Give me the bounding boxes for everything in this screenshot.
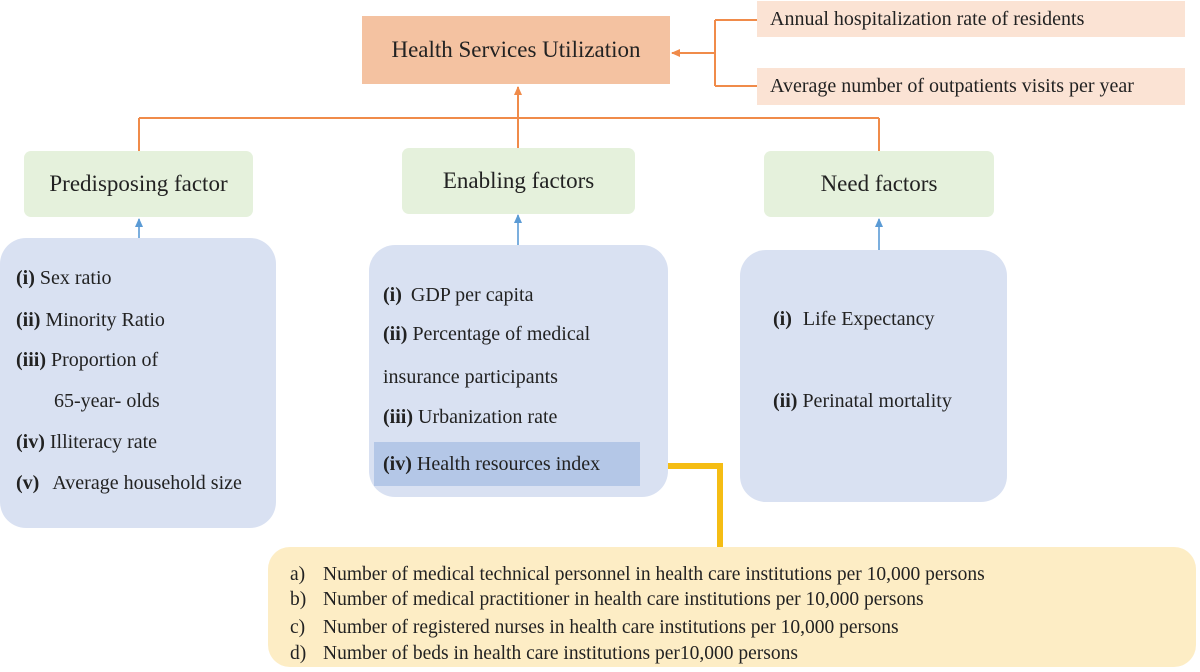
outcome-indicator-label: Average number of outpatients visits per year [770,75,1134,97]
enabling-items-panel [369,245,668,497]
need-items-panel [740,250,1007,502]
factor-box-enabling [402,148,635,214]
component-item: b) Number of medical practitioner in health care institutions per 10,000 persons [290,589,924,610]
list-item: (i) GDP per capita [383,284,534,306]
component-item: a) Number of medical technical personnel in health care institutions per 10,000 persons [290,564,985,585]
outcome-indicator-outpatient [757,68,1185,105]
list-item: (i) Sex ratio [16,267,112,289]
list-item: (iii) Proportion of [16,349,159,371]
factor-title: Need factors [820,171,938,196]
outcome-indicator-hospitalization [757,1,1185,37]
component-item: c) Number of registered nurses in health care institutions per 10,000 persons [290,617,899,638]
outcome-indicator-label: Annual hospitalization rate of residents [770,7,1085,30]
factor-title: Enabling factors [442,168,595,193]
component-item: d) Number of beds in health care institutions per10,000 persons [290,643,798,664]
factor-box-need [764,151,994,217]
factor-title: Predisposing factor [49,171,228,196]
list-item: (iii) Urbanization rate [383,406,558,428]
predisposing-items-panel [0,238,276,528]
list-item: (ii) Perinatal mortality [773,390,952,412]
list-item-continuation: insurance participants [383,366,558,388]
list-item: (ii) Percentage of medical [383,323,591,345]
list-item-continuation: 65-year- olds [54,390,160,412]
health-resources-index-item: (iv) Health resources index [374,442,640,486]
outcome-title: Health Services Utilization [391,37,641,62]
outcome-bracket [672,20,757,86]
health-resources-components-panel [268,547,1196,667]
factor-box-predisposing [24,151,253,217]
list-item: (iv) Illiteracy rate [16,431,158,453]
health-services-utilization-box [362,16,670,84]
list-item: (v) Average household size [16,472,242,494]
list-item: (ii) Minority Ratio [16,309,165,331]
list-item: (i) Life Expectancy [773,308,935,330]
